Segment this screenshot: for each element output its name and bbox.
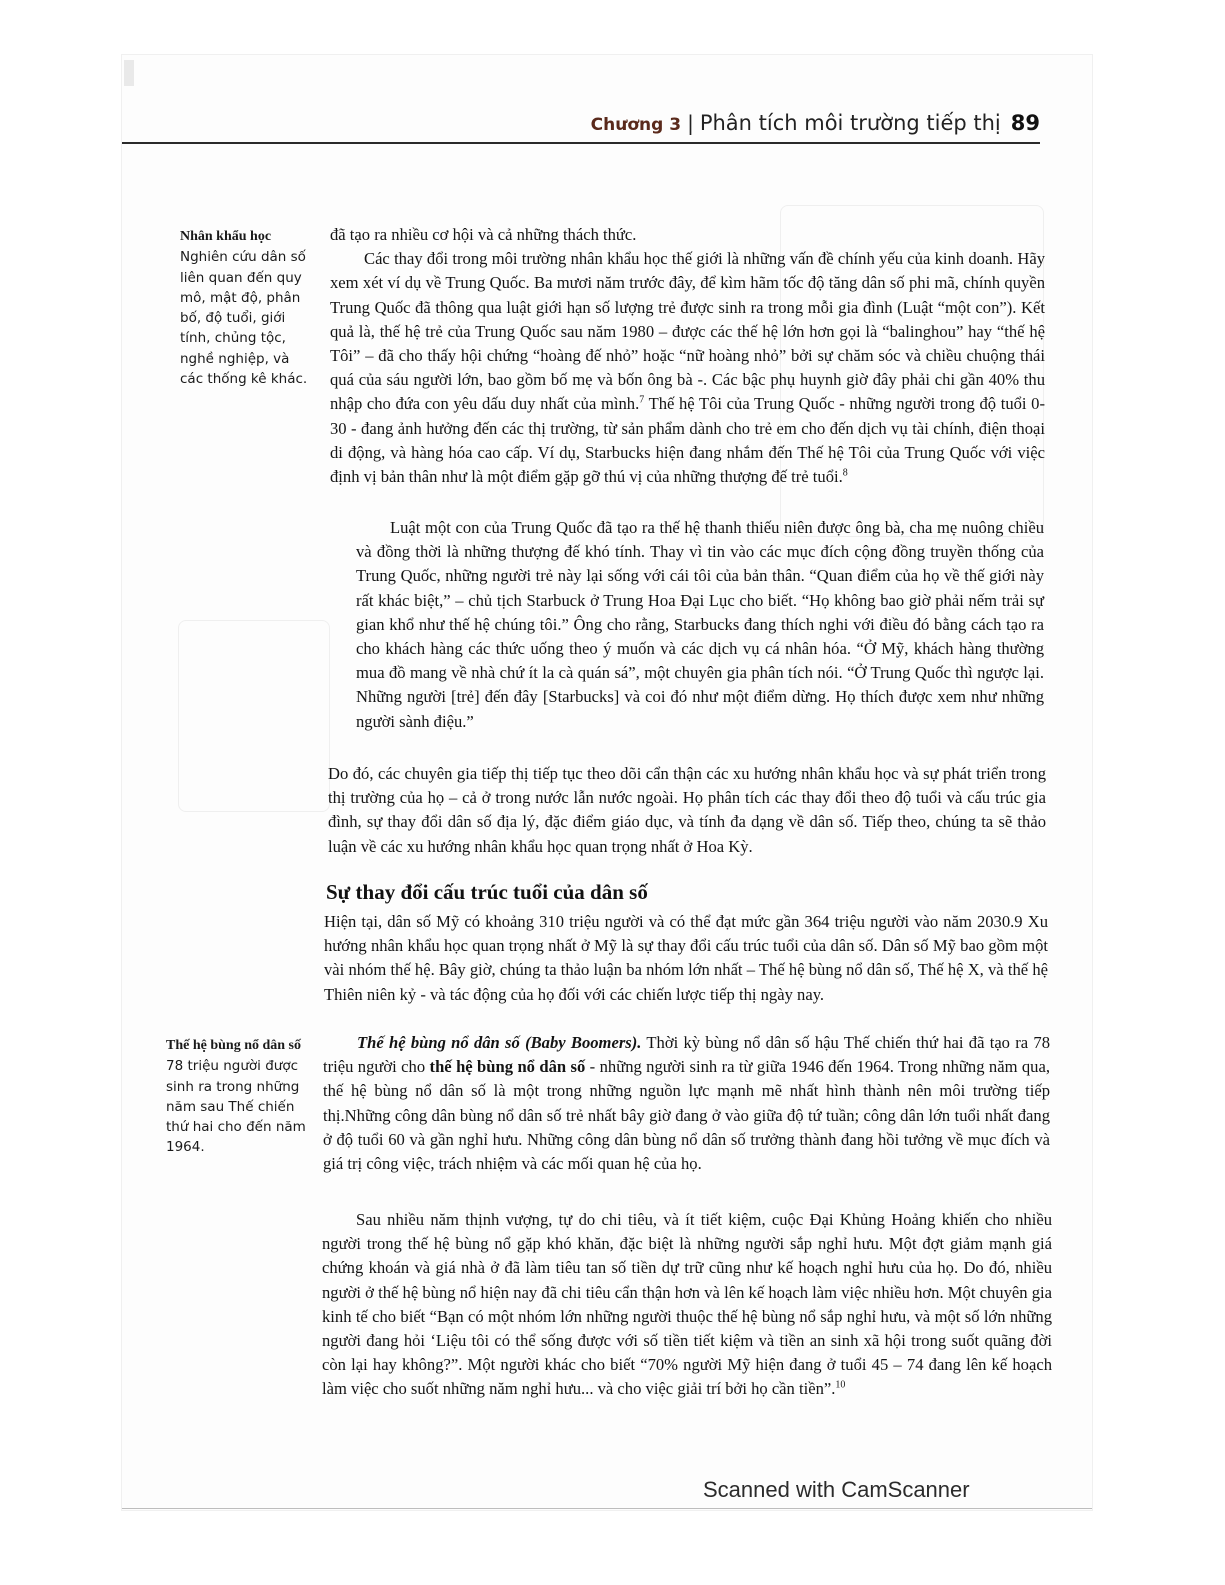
paragraph-text: Sau nhiều năm thịnh vượng, tự do chi tiêu, và ít tiết kiệm, cuộc Đại Khủng Hoảng khiến cho nhiều người trong thế hệ bùng nổ gặp khó khăn, đặc biệt là những người sắp nghỉ hưu. Một đợt giảm mạnh giá chứng khoán và giá nhà ở đã làm tiêu tan số tiền dự trữ cũng như kế hoạch nghỉ hưu của họ. Do đó, nhiều người ở thế hệ bùng nổ hiện nay đã chi tiêu cẩn thận hơn và lên kế hoạch làm việc nhiều hơn. Một chuyên gia kinh tế cho biết “Bạn có một nhóm lớn những người thuộc thế hệ bùng nổ sắp nghỉ hưu, và một số lớn những người đang hỏi ‘Liệu tôi có thể sống được với số tiền tiết kiệm và tiền an sinh xã hội trong suốt quãng đời còn lại hay không?”. Một người khác cho biết “70% người Mỹ hiện đang ở tuổi 45 – 74 đang lên kế hoạch làm việc cho suốt những năm nghỉ hưu... và cho việc giải trí bởi họ cần tiền”.: [322, 1210, 1052, 1399]
paragraph: [330, 247, 1045, 489]
footnote-ref: 8: [842, 467, 848, 479]
paragraph-text: Các thay đổi trong môi trường nhân khẩu học thế giới là những vấn đề chính yếu của kinh doanh. Hãy xem xét ví dụ về Trung Quốc. Ba mươi năm trước đây, để kìm hãm tốc độ tăng dân số phi mã, chính quyền Trung Quốc đã thông qua luật giới hạn số lượng trẻ được sinh ra trong mỗi gia đình (Luật “một con”). Kết quả là, thế hệ trẻ của Trung Quốc sau năm 1980 – được các thế hệ lớn hơn gọi là “balinghou” hay “thế hệ Tôi” – đã cho thấy hội chứng “hoàng đế nhỏ” hoặc “nữ hoàng nhỏ” bởi sự chăm sóc và chiều chuộng thái quá của sáu người lớn, bao gồm bố mẹ và bốn ông bà -. Các bậc phụ huynh giờ đây phải chi gần 40% thu nhập cho đứa con yêu dấu duy nhất của mình.: [330, 249, 1045, 414]
margin-definition-demographics: [180, 227, 315, 389]
margin-definition-text: Nghiên cứu dân số liên quan đến quy mô, mật độ, phân bố, độ tuổi, giới tính, chủng tộc, nghề nghiệp, và các thống kê khác.: [180, 249, 308, 388]
paragraph-text: - những người sinh ra từ giữa 1946 đến 1964. Trong những năm qua, thế hệ bùng nổ dân số là một trong những nguồn lực mạnh mẽ nhất hình thành nên môi trường tiếp thị.Những công dân bùng nổ dân số trẻ nhất bây giờ đang ở vào giữa độ tứ tuần; công dân lớn tuổi nhất đang ở độ tuổi 60 và gần nghỉ hưu. Những công dân bùng nổ dân số trưởng thành đang hồi tưởng về mục đích và giá trị công việc, trách nhiệm và các mối quan hệ của họ.: [323, 1057, 1050, 1174]
footnote-ref: 7: [639, 394, 645, 406]
section-heading: Sự thay đổi cấu trúc tuổi của dân số: [326, 880, 648, 904]
margin-term: Thế hệ bùng nổ dân số: [166, 1038, 302, 1053]
paragraph-lead-in: Thế hệ bùng nổ dân số (Baby Boomers).: [357, 1033, 642, 1052]
header-separator: |: [687, 111, 694, 135]
bleed-through-box: [178, 620, 330, 812]
quote-text: Luật một con của Trung Quốc đã tạo ra thế hệ thanh thiếu niên được ông bà, cha mẹ nuông chiều và đồng thời là những thượng đế khó tính. Thay vì tin vào các mục đích cộng đồng truyền thống của Trung Quốc, những người trẻ này lại sống với cái tôi của bản thân. “Quan điểm của họ về thế giới này rất khác biệt,” – chủ tịch Starbuck ở Trung Hoa Đại Lục cho biết. “Họ không bao giờ phải nếm trải sự gian khổ như thế hệ chúng tôi.” Ông cho rằng, Starbucks đang thích nghi với điều đó bằng cách tạo ra cho khách hàng các thức uống theo ý muốn và các dịch vụ cá nhân hóa. “Ở Mỹ, khách hàng thường mua đồ mang về nhà chứ ít la cà quán sá”, một chuyên gia phân tích nói. “Ở Trung Quốc thì ngược lại. Những người [trẻ] đến đây [Starbucks] và coi đó như một điểm dừng. Họ thích được xem như những người sành điệu.”: [356, 518, 1044, 731]
block-quote: [356, 516, 1044, 734]
page-header: [122, 108, 1040, 144]
body-block-age-structure: [324, 910, 1048, 1007]
paragraph: Hiện tại, dân số Mỹ có khoảng 310 triệu người và có thể đạt mức gần 364 triệu người vào năm 2030.9 Xu hướng nhân khẩu học quan trọng nhất ở Mỹ là sự thay đổi cấu trúc tuổi của dân số. Dân số Mỹ bao gồm một vài nhóm thế hệ. Bây giờ, chúng ta thảo luận ba nhóm lớn nhất – Thế hệ bùng nổ dân số, Thế hệ X, và thế hệ Thiên niên kỷ - và tác động của họ đối với các chiến lược tiếp thị ngày nay.: [324, 912, 1048, 1004]
paragraph: đã tạo ra nhiều cơ hội và cả những thách thức.: [330, 225, 637, 244]
scanner-watermark: Scanned with CamScanner: [703, 1477, 970, 1502]
chapter-title: Phân tích môi trường tiếp thị: [699, 111, 1001, 135]
body-block-china: [330, 223, 1045, 489]
key-term: thế hệ bùng nổ dân số: [429, 1057, 586, 1077]
paragraph-text: Thế hệ Tôi của Trung Quốc - những người trong độ tuổi 0-30 - đang ảnh hưởng đến các thị trường, từ sản phẩm dành cho trẻ em cho đến dịch vụ tài chính, điện thoại di động, và hàng hóa cao cấp. Ví dụ, Starbucks hiện đang nhắm đến Thế hệ Tôi của Trung Quốc với việc định vị bản thân như là một điểm gặp gỡ thú vị của những thượng đế trẻ tuổi.: [330, 394, 1045, 487]
page-number: 89: [1010, 111, 1040, 135]
paragraph: [323, 1031, 1050, 1176]
margin-definition-baby-boomers: [166, 1036, 306, 1158]
paragraph-text: Thời kỳ bùng nổ dân số hậu Thế chiến thứ hai đã tạo ra 78 triệu người cho: [323, 1033, 1050, 1077]
footnote-ref: 10: [835, 1379, 846, 1391]
margin-term: Nhân khẩu học: [180, 229, 272, 244]
chapter-label: Chương 3: [590, 115, 682, 135]
paragraph: [322, 1208, 1052, 1402]
body-block-recession: [322, 1208, 1052, 1402]
margin-definition-text: 78 triệu người được sinh ra trong những năm sau Thế chiến thứ hai cho đến năm 1964.: [166, 1058, 306, 1156]
body-block-baby-boomers: [323, 1031, 1050, 1176]
scan-edge-mark: [124, 60, 134, 86]
page-bottom-edge: [122, 1508, 1092, 1509]
body-block-trends: [328, 762, 1046, 859]
paragraph: Do đó, các chuyên gia tiếp thị tiếp tục theo dõi cẩn thận các xu hướng nhân khẩu học và sự phát triển trong thị trường của họ – cả ở trong nước lẫn nước ngoài. Họ phân tích các thay đổi theo độ tuổi và cấu trúc gia đình, sự thay đổi dân số địa lý, đặc điểm giáo dục, và tính đa dạng về dân số. Tiếp theo, chúng ta sẽ thảo luận về các xu hướng nhân khẩu học quan trọng nhất ở Hoa Kỳ.: [328, 764, 1046, 856]
